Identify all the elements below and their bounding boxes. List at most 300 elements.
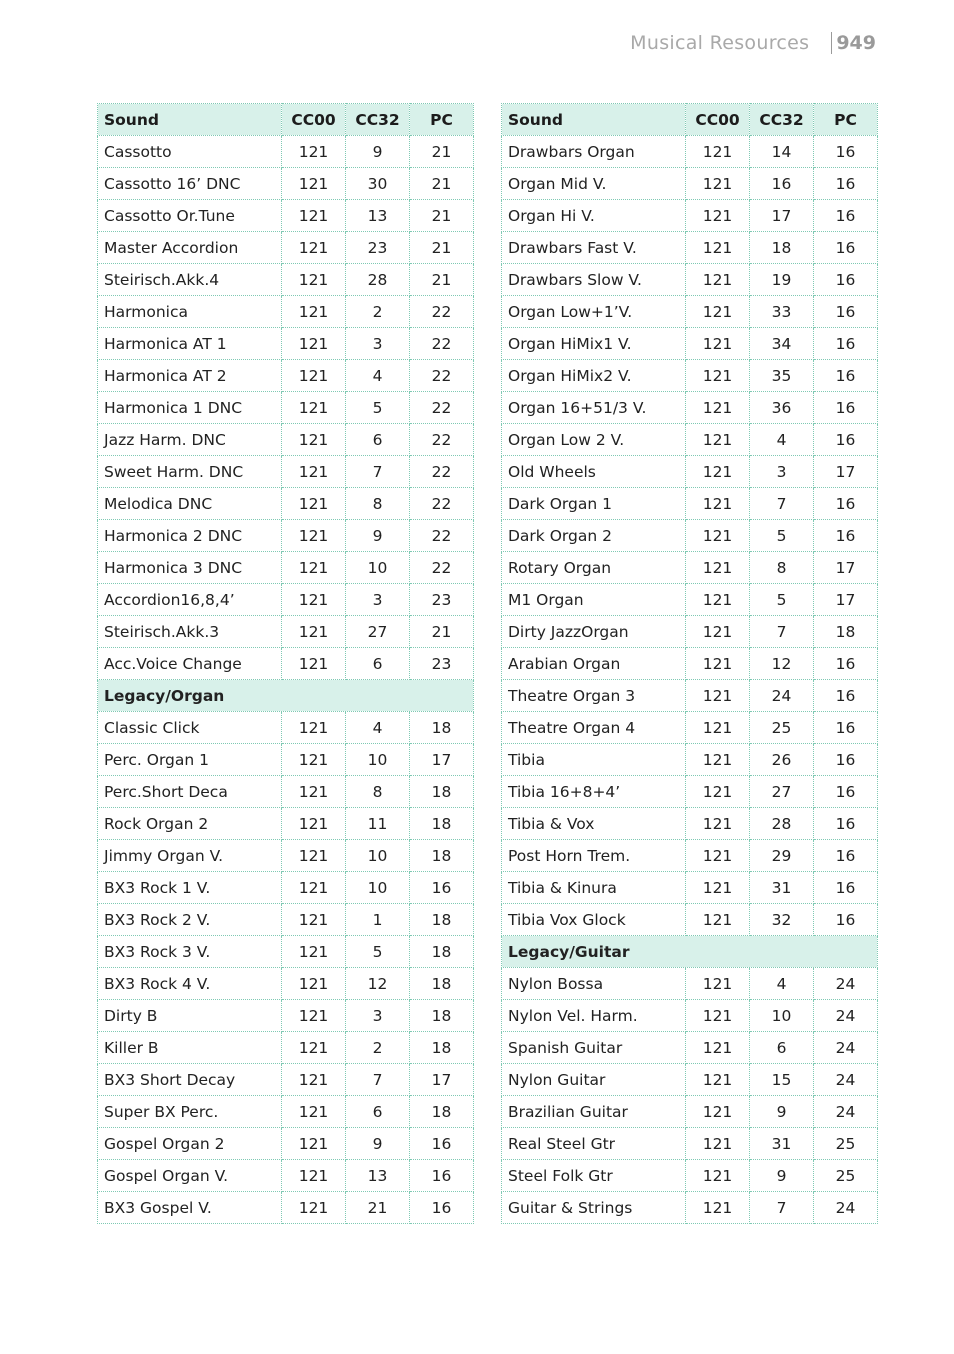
sound-name-cell: Organ Low+1’V.: [502, 296, 686, 328]
cc00-cell: 121: [282, 1192, 346, 1224]
table-row: [502, 136, 878, 168]
pc-cell: 16: [814, 488, 878, 520]
pc-cell: 18: [410, 968, 474, 1000]
cc32-cell: 6: [346, 648, 410, 680]
table-row: [98, 1096, 474, 1128]
cc00-cell: 121: [282, 456, 346, 488]
pc-cell: 16: [814, 136, 878, 168]
cc00-cell: 121: [282, 776, 346, 808]
cc32-cell: 10: [346, 552, 410, 584]
table-row: [502, 264, 878, 296]
pc-cell: 18: [410, 1000, 474, 1032]
cc32-cell: 4: [346, 712, 410, 744]
cc32-cell: 5: [346, 392, 410, 424]
sound-name-cell: Drawbars Fast V.: [502, 232, 686, 264]
cc00-cell: 121: [686, 1160, 750, 1192]
pc-cell: 18: [410, 1032, 474, 1064]
column-header-cc00: CC00: [282, 104, 346, 136]
table-row: [98, 200, 474, 232]
cc00-cell: 121: [282, 360, 346, 392]
section-label: Legacy/Guitar: [502, 936, 878, 968]
pc-cell: 16: [410, 1128, 474, 1160]
pc-cell: 21: [410, 264, 474, 296]
cc32-cell: 3: [346, 1000, 410, 1032]
cc32-cell: 12: [750, 648, 814, 680]
cc00-cell: 121: [686, 136, 750, 168]
table-row: [98, 168, 474, 200]
table-row: [98, 296, 474, 328]
cc00-cell: 121: [282, 552, 346, 584]
cc00-cell: 121: [282, 712, 346, 744]
cc32-cell: 31: [750, 1128, 814, 1160]
table-row: [502, 232, 878, 264]
column-header-cc00: CC00: [686, 104, 750, 136]
pc-cell: 16: [814, 648, 878, 680]
cc32-cell: 4: [346, 360, 410, 392]
sound-name-cell: BX3 Rock 4 V.: [98, 968, 282, 1000]
sound-name-cell: Sweet Harm. DNC: [98, 456, 282, 488]
cc32-cell: 1: [346, 904, 410, 936]
page-number: 949: [836, 32, 876, 54]
pc-cell: 21: [410, 168, 474, 200]
table-row: [502, 808, 878, 840]
sound-name-cell: Arabian Organ: [502, 648, 686, 680]
cc32-cell: 10: [346, 840, 410, 872]
cc00-cell: 121: [282, 136, 346, 168]
column-header-sound: Sound: [502, 104, 686, 136]
pc-cell: 21: [410, 232, 474, 264]
table-row: [502, 744, 878, 776]
sound-name-cell: Tibia & Vox: [502, 808, 686, 840]
table-row: [98, 488, 474, 520]
cc00-cell: 121: [686, 424, 750, 456]
sound-name-cell: Jimmy Organ V.: [98, 840, 282, 872]
pc-cell: 22: [410, 360, 474, 392]
table-row: [502, 360, 878, 392]
cc00-cell: 121: [686, 200, 750, 232]
cc00-cell: 121: [282, 392, 346, 424]
cc32-cell: 9: [346, 136, 410, 168]
pc-cell: 16: [814, 264, 878, 296]
sound-name-cell: Melodica DNC: [98, 488, 282, 520]
pc-cell: 22: [410, 296, 474, 328]
cc32-cell: 26: [750, 744, 814, 776]
cc00-cell: 121: [686, 264, 750, 296]
cc32-cell: 7: [346, 456, 410, 488]
cc32-cell: 10: [346, 744, 410, 776]
cc00-cell: 121: [686, 1128, 750, 1160]
pc-cell: 18: [410, 1096, 474, 1128]
sound-name-cell: Perc. Organ 1: [98, 744, 282, 776]
cc00-cell: 121: [686, 968, 750, 1000]
cc32-cell: 9: [750, 1160, 814, 1192]
table-row: [502, 616, 878, 648]
pc-cell: 16: [814, 712, 878, 744]
table-row: [98, 712, 474, 744]
sound-name-cell: Spanish Guitar: [502, 1032, 686, 1064]
sound-name-cell: Cassotto Or.Tune: [98, 200, 282, 232]
sound-name-cell: Theatre Organ 4: [502, 712, 686, 744]
cc32-cell: 12: [346, 968, 410, 1000]
sound-name-cell: Organ Mid V.: [502, 168, 686, 200]
sound-name-cell: Acc.Voice Change: [98, 648, 282, 680]
column-header-cc32: CC32: [750, 104, 814, 136]
sound-name-cell: Harmonica 2 DNC: [98, 520, 282, 552]
pc-cell: 16: [814, 680, 878, 712]
table-row: [98, 1032, 474, 1064]
pc-cell: 25: [814, 1128, 878, 1160]
sound-name-cell: Harmonica AT 1: [98, 328, 282, 360]
table-row: [98, 520, 474, 552]
cc32-cell: 3: [346, 328, 410, 360]
cc32-cell: 8: [750, 552, 814, 584]
cc00-cell: 121: [686, 776, 750, 808]
sound-name-cell: BX3 Rock 3 V.: [98, 936, 282, 968]
cc00-cell: 121: [686, 904, 750, 936]
table-row: [502, 1128, 878, 1160]
cc32-cell: 5: [750, 584, 814, 616]
pc-cell: 17: [814, 552, 878, 584]
section-header-row: [98, 680, 474, 712]
table-row: [502, 328, 878, 360]
table-row: [98, 456, 474, 488]
pc-cell: 16: [814, 296, 878, 328]
sound-name-cell: Accordion16,8,4’: [98, 584, 282, 616]
table-row: [502, 648, 878, 680]
sound-name-cell: Harmonica 1 DNC: [98, 392, 282, 424]
pc-cell: 18: [410, 840, 474, 872]
table-row: [98, 552, 474, 584]
cc32-cell: 11: [346, 808, 410, 840]
cc00-cell: 121: [686, 872, 750, 904]
section-title: Musical Resources: [630, 32, 810, 54]
cc00-cell: 121: [686, 648, 750, 680]
table-row: [502, 776, 878, 808]
cc32-cell: 7: [346, 1064, 410, 1096]
sound-table-left: [97, 103, 474, 1224]
sound-name-cell: Gospel Organ V.: [98, 1160, 282, 1192]
table-row: [98, 232, 474, 264]
pc-cell: 22: [410, 328, 474, 360]
pc-cell: 16: [814, 840, 878, 872]
cc32-cell: 6: [346, 424, 410, 456]
cc00-cell: 121: [282, 264, 346, 296]
pc-cell: 16: [814, 168, 878, 200]
sound-name-cell: Dark Organ 1: [502, 488, 686, 520]
sound-name-cell: Super BX Perc.: [98, 1096, 282, 1128]
sound-name-cell: Real Steel Gtr: [502, 1128, 686, 1160]
sound-name-cell: Killer B: [98, 1032, 282, 1064]
sound-name-cell: Brazilian Guitar: [502, 1096, 686, 1128]
sound-name-cell: Post Horn Trem.: [502, 840, 686, 872]
sound-name-cell: Organ 16+51/3 V.: [502, 392, 686, 424]
table-row: [98, 1064, 474, 1096]
cc00-cell: 121: [282, 968, 346, 1000]
cc32-cell: 35: [750, 360, 814, 392]
sound-name-cell: BX3 Rock 1 V.: [98, 872, 282, 904]
pc-cell: 21: [410, 200, 474, 232]
cc00-cell: 121: [686, 360, 750, 392]
cc00-cell: 121: [282, 200, 346, 232]
cc32-cell: 9: [346, 520, 410, 552]
pc-cell: 18: [814, 616, 878, 648]
pc-cell: 16: [814, 520, 878, 552]
table-header-row: [98, 104, 474, 136]
cc32-cell: 8: [346, 488, 410, 520]
sound-name-cell: Organ HiMix1 V.: [502, 328, 686, 360]
cc00-cell: 121: [282, 488, 346, 520]
table-row: [98, 872, 474, 904]
pc-cell: 16: [410, 872, 474, 904]
cc32-cell: 7: [750, 1192, 814, 1224]
table-row: [502, 584, 878, 616]
pc-cell: 16: [814, 424, 878, 456]
table-row: [502, 1032, 878, 1064]
cc00-cell: 121: [686, 616, 750, 648]
sound-name-cell: Cassotto: [98, 136, 282, 168]
cc32-cell: 17: [750, 200, 814, 232]
sound-name-cell: Steirisch.Akk.4: [98, 264, 282, 296]
pc-cell: 17: [410, 744, 474, 776]
table-row: [98, 1192, 474, 1224]
cc32-cell: 6: [346, 1096, 410, 1128]
table-row: [98, 264, 474, 296]
sound-name-cell: Steirisch.Akk.3: [98, 616, 282, 648]
sound-name-cell: Master Accordion: [98, 232, 282, 264]
cc32-cell: 27: [346, 616, 410, 648]
cc00-cell: 121: [686, 712, 750, 744]
sound-name-cell: Nylon Bossa: [502, 968, 686, 1000]
sound-name-cell: Tibia & Kinura: [502, 872, 686, 904]
sound-name-cell: Classic Click: [98, 712, 282, 744]
cc32-cell: 29: [750, 840, 814, 872]
cc00-cell: 121: [282, 1064, 346, 1096]
cc00-cell: 121: [686, 1064, 750, 1096]
cc00-cell: 121: [282, 328, 346, 360]
pc-cell: 24: [814, 1000, 878, 1032]
column-header-sound: Sound: [98, 104, 282, 136]
cc00-cell: 121: [686, 1096, 750, 1128]
cc32-cell: 21: [346, 1192, 410, 1224]
pc-cell: 16: [814, 776, 878, 808]
cc00-cell: 121: [686, 168, 750, 200]
pc-cell: 24: [814, 1096, 878, 1128]
cc00-cell: 121: [686, 232, 750, 264]
table-row: [502, 1000, 878, 1032]
table-row: [98, 1000, 474, 1032]
cc00-cell: 121: [282, 872, 346, 904]
sound-name-cell: Drawbars Organ: [502, 136, 686, 168]
pc-cell: 24: [814, 1192, 878, 1224]
table-row: [502, 904, 878, 936]
table-row: [502, 168, 878, 200]
table-row: [502, 968, 878, 1000]
cc00-cell: 121: [282, 616, 346, 648]
sound-name-cell: Tibia 16+8+4’: [502, 776, 686, 808]
pc-cell: 18: [410, 712, 474, 744]
cc32-cell: 2: [346, 1032, 410, 1064]
pc-cell: 24: [814, 1032, 878, 1064]
cc32-cell: 5: [346, 936, 410, 968]
cc00-cell: 121: [686, 584, 750, 616]
table-row: [502, 1096, 878, 1128]
table-row: [502, 296, 878, 328]
sound-name-cell: Rotary Organ: [502, 552, 686, 584]
pc-cell: 16: [814, 360, 878, 392]
cc00-cell: 121: [282, 744, 346, 776]
sound-name-cell: Perc.Short Deca: [98, 776, 282, 808]
pc-cell: 16: [814, 200, 878, 232]
sound-name-cell: M1 Organ: [502, 584, 686, 616]
pc-cell: 16: [814, 744, 878, 776]
table-row: [502, 424, 878, 456]
cc00-cell: 121: [686, 488, 750, 520]
cc32-cell: 5: [750, 520, 814, 552]
table-row: [98, 1128, 474, 1160]
table-body-right: [502, 136, 878, 1224]
table-row: [502, 1192, 878, 1224]
pc-cell: 17: [814, 584, 878, 616]
cc00-cell: 121: [282, 1000, 346, 1032]
cc32-cell: 6: [750, 1032, 814, 1064]
cc32-cell: 10: [750, 1000, 814, 1032]
cc32-cell: 18: [750, 232, 814, 264]
cc32-cell: 32: [750, 904, 814, 936]
cc00-cell: 121: [282, 296, 346, 328]
cc00-cell: 121: [282, 584, 346, 616]
cc32-cell: 23: [346, 232, 410, 264]
cc00-cell: 121: [686, 840, 750, 872]
table-row: [502, 1064, 878, 1096]
cc00-cell: 121: [282, 1160, 346, 1192]
table-row: [98, 744, 474, 776]
table-body-left: [98, 136, 474, 1224]
cc32-cell: 28: [750, 808, 814, 840]
cc00-cell: 121: [282, 1096, 346, 1128]
table-row: [98, 1160, 474, 1192]
table-row: [502, 872, 878, 904]
cc00-cell: 121: [686, 680, 750, 712]
pc-cell: 23: [410, 584, 474, 616]
pc-cell: 18: [410, 808, 474, 840]
pc-cell: 22: [410, 392, 474, 424]
table-row: [98, 968, 474, 1000]
table-row: [98, 648, 474, 680]
cc32-cell: 13: [346, 1160, 410, 1192]
pc-cell: 21: [410, 616, 474, 648]
section-label: Legacy/Organ: [98, 680, 474, 712]
sound-name-cell: Harmonica: [98, 296, 282, 328]
cc00-cell: 121: [282, 1032, 346, 1064]
cc32-cell: 36: [750, 392, 814, 424]
cc32-cell: 2: [346, 296, 410, 328]
pc-cell: 16: [814, 328, 878, 360]
table-row: [502, 520, 878, 552]
cc00-cell: 121: [686, 296, 750, 328]
pc-cell: 18: [410, 936, 474, 968]
pc-cell: 18: [410, 904, 474, 936]
cc00-cell: 121: [686, 392, 750, 424]
cc32-cell: 14: [750, 136, 814, 168]
table-row: [98, 616, 474, 648]
sound-name-cell: Nylon Guitar: [502, 1064, 686, 1096]
cc32-cell: 13: [346, 200, 410, 232]
cc00-cell: 121: [686, 808, 750, 840]
sound-table-right: [501, 103, 878, 1224]
table-row: [98, 936, 474, 968]
pc-cell: 21: [410, 136, 474, 168]
cc32-cell: 9: [346, 1128, 410, 1160]
cc32-cell: 7: [750, 616, 814, 648]
cc32-cell: 31: [750, 872, 814, 904]
sound-name-cell: BX3 Gospel V.: [98, 1192, 282, 1224]
header-divider: [831, 32, 832, 54]
table-row: [98, 776, 474, 808]
sound-name-cell: Organ Low 2 V.: [502, 424, 686, 456]
sound-name-cell: Dirty JazzOrgan: [502, 616, 686, 648]
cc32-cell: 4: [750, 968, 814, 1000]
cc32-cell: 19: [750, 264, 814, 296]
table-row: [98, 328, 474, 360]
pc-cell: 16: [814, 392, 878, 424]
cc00-cell: 121: [282, 936, 346, 968]
table-row: [98, 808, 474, 840]
sound-name-cell: Harmonica 3 DNC: [98, 552, 282, 584]
sound-name-cell: Steel Folk Gtr: [502, 1160, 686, 1192]
pc-cell: 22: [410, 424, 474, 456]
cc00-cell: 121: [282, 904, 346, 936]
pc-cell: 16: [814, 904, 878, 936]
pc-cell: 22: [410, 456, 474, 488]
pc-cell: 17: [814, 456, 878, 488]
cc32-cell: 27: [750, 776, 814, 808]
sound-name-cell: BX3 Rock 2 V.: [98, 904, 282, 936]
pc-cell: 16: [410, 1192, 474, 1224]
cc32-cell: 9: [750, 1096, 814, 1128]
sound-name-cell: Dirty B: [98, 1000, 282, 1032]
pc-cell: 23: [410, 648, 474, 680]
cc00-cell: 121: [282, 424, 346, 456]
pc-cell: 24: [814, 968, 878, 1000]
sound-name-cell: Nylon Vel. Harm.: [502, 1000, 686, 1032]
table-row: [502, 552, 878, 584]
pc-cell: 22: [410, 488, 474, 520]
cc00-cell: 121: [282, 232, 346, 264]
cc00-cell: 121: [282, 1128, 346, 1160]
cc00-cell: 121: [686, 520, 750, 552]
sound-name-cell: Drawbars Slow V.: [502, 264, 686, 296]
cc32-cell: 24: [750, 680, 814, 712]
column-header-cc32: CC32: [346, 104, 410, 136]
cc32-cell: 15: [750, 1064, 814, 1096]
cc32-cell: 4: [750, 424, 814, 456]
sound-name-cell: Tibia: [502, 744, 686, 776]
table-row: [98, 392, 474, 424]
sound-name-cell: Rock Organ 2: [98, 808, 282, 840]
cc00-cell: 121: [282, 808, 346, 840]
cc32-cell: 34: [750, 328, 814, 360]
cc32-cell: 8: [346, 776, 410, 808]
table-row: [502, 200, 878, 232]
pc-cell: 16: [410, 1160, 474, 1192]
table-row: [98, 840, 474, 872]
column-header-pc: PC: [410, 104, 474, 136]
sound-name-cell: Harmonica AT 2: [98, 360, 282, 392]
cc00-cell: 121: [282, 520, 346, 552]
cc32-cell: 30: [346, 168, 410, 200]
sound-name-cell: Cassotto 16’ DNC: [98, 168, 282, 200]
page-header: [630, 32, 876, 54]
